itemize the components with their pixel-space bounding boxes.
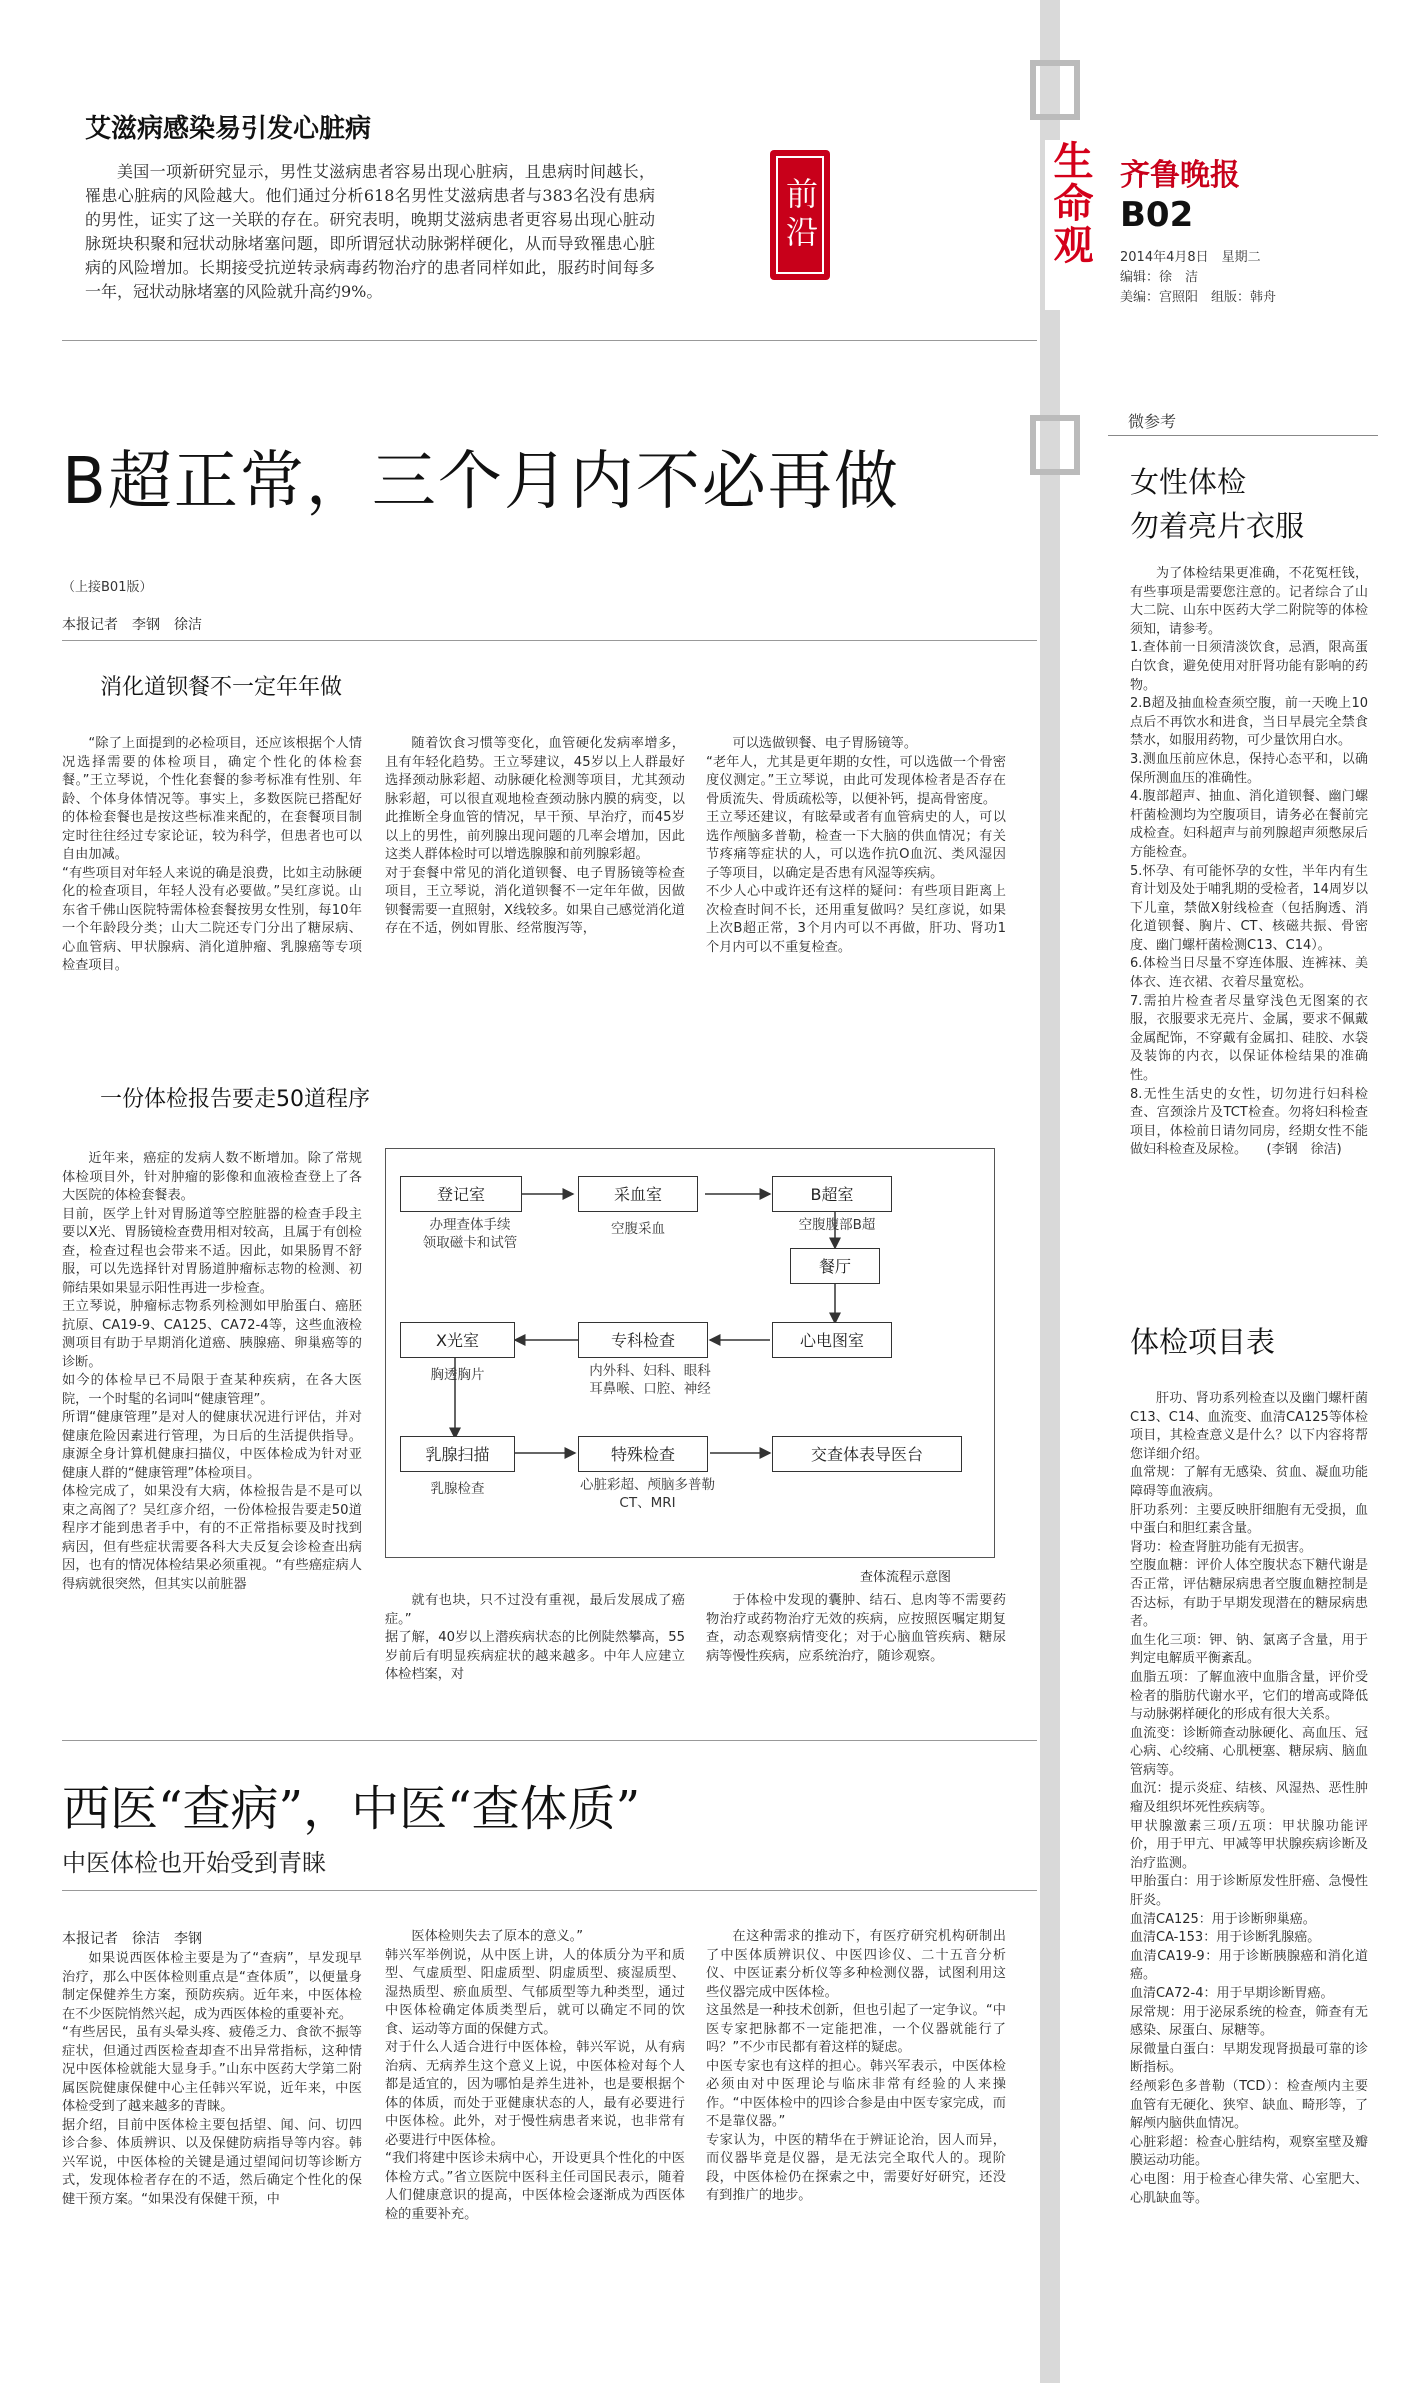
flow-note-special: 内外科、妇科、眼科 耳鼻喉、口腔、神经 (589, 1363, 711, 1397)
subhead-barium: 消化道钡餐不一定年年做 (100, 675, 343, 700)
flow-box-bscan: B超室 (772, 1176, 892, 1212)
flow-box-ecg: 心电图室 (772, 1322, 892, 1358)
issue-date: 2014年4月8日 星期二 (1120, 250, 1261, 265)
article-col5 (385, 1592, 685, 1685)
flow-box-xray: X光室 (400, 1322, 515, 1358)
flowchart-caption: 查体流程示意图 (860, 1570, 952, 1585)
subhead-report: 一份体检报告要走50道程序 (100, 1087, 370, 1112)
flow-note-breast: 乳腺检查 (430, 1481, 485, 1497)
decorative-key-pattern (1030, 415, 1080, 475)
tcm-col1 (62, 1950, 362, 2209)
sidebar-title2: 勿着亮片衣服 (1130, 509, 1305, 543)
page-edge-band (1040, 0, 1060, 2383)
flow-note-special2: 心脏彩超、颅脑多普勒 CT、MRI (580, 1477, 715, 1511)
flow-note-xray: 胸透胸片 (430, 1367, 485, 1383)
article-col3 (706, 735, 1006, 957)
paragraphs: 为了体检结果更准确，不花冤枉钱，有些事项是需要您注意的。记者综合了山大二院、山东中医药大学二附院等的体检须知，请参考。 1.查体前一日须清淡饮食，忌酒，限高蛋白饮食，避免使用对肝肾功能有影响的药物。 2.B超及抽血检查须空腹，前一天晚上10点后不再饮水和进食，当日早晨完全禁食禁水，如服用药物，可少量饮用白水。 3.测血压前应休息，保持心态平和，以确保所测血压的准确性。 4.腹部超声、抽血、消化道钡餐、幽门螺杆菌检测均为空腹项目，请务必在餐前完成检查。妇科超声与前列腺超声须憋尿后方能检查。 5.怀孕、有可能怀孕的女性，半年内有生育计划及处于哺乳期的受检者，14周岁以下儿童，禁做X射线检查（包括胸透、消化道钡餐、胸片、CT、核磁共振、骨密度、幽门螺杆菌检测C13、C14）。 6.体检当日尽量不穿连体服、连裤袜、美体衣、连衣裙、衣着尽量宽松。 7.需拍片检查者尽量穿浅色无图案的衣服，衣服要求无亮片、金属，要求不佩戴金属配饰，不穿戴有金属扣、硅胶、水袋及装饰的内衣，以保证体检结果的准确性。 8.无性生活史的女性，切勿进行妇科检查、宫颈涂片及TCT检查。勿将妇科检查项目，体检前日请勿同房，经期女性不能做妇科检查及尿检。 (李钢 徐洁) (1130, 566, 1368, 1158)
tcm-headline: 西医“查病”，中医“查体质” (62, 1781, 641, 1837)
tcm-col3 (706, 1928, 1006, 2206)
continued-note: （上接B01版） (62, 580, 153, 595)
frontier-tag-label: 前沿 (781, 177, 819, 253)
main-byline: 本报记者 李钢 徐洁 (62, 617, 202, 633)
flow-box-register: 登记室 (400, 1176, 522, 1212)
paragraphs: 近年来，癌症的发病人数不断增加。除了常规体检项目外，针对肿瘤的影像和血液检查登上了各大医院的体检套餐表。 目前，医学上针对胃肠道等空腔脏器的检查手段主要以X光、胃肠镜检查费用相对较高，且属于有创检查，检查过程也会带来不适。因此，如果肠胃不舒服，可以先选择针对胃肠道肿瘤标志物的检测、初筛结果如果显示阳性再进一步检查。 王立琴说，肿瘤标志物系列检测如甲胎蛋白、癌胚抗原、CA19-9、CA125、CA72-4等，这些血液检测项目有助于早期消化道癌、胰腺癌、卵巢癌等的诊断。 如今的体检早已不局限于查某种疾病，在各大医院，一个时髦的名词叫“健康管理”。 所谓“健康管理”是对人的健康状况进行评估，并对健康危险因素进行管理，为日后的生活提供指导。康源全身计算机健康扫描仪，中医体检成为针对亚健康人群的“健康管理”体检项目。 体检完成了，如果没有大病，体检报告是不是可以束之高阁了？吴红彦介绍，一份体检报告要走50道程序才能到患者手中，有的不正常指标要及时找到病因，但有些症状需要各科大夫反复会诊检查出病因，也有的情况体检结果必须重视。“有些癌症病人得病就很突然，但其实以前脏器 (62, 1151, 362, 1592)
flow-note-blood: 空腹采血 (611, 1221, 665, 1237)
tcm-subheadline: 中医体检也开始受到青睐 (62, 1849, 326, 1877)
editor-credit: 编辑：徐 洁 (1120, 270, 1199, 285)
paragraphs: 医体检则失去了原本的意义。” 韩兴军举例说，从中医上讲，人的体质分为平和质型、气虚质型、阳虚质型、阴虚质型、痰湿质型、湿热质型、瘀血质型、气郁质型等九种类型，通过中医体检确定体质类型后，就可以确定不同的饮食、运动等方面的保健方式。 对于什么人适合进行中医体检，韩兴军说，从有病治病、无病养生这个意义上说，中医体检对每个人都是适宜的，因为哪怕是养生进补，也是要根据个体的体质，而处于亚健康状态的人，最有必要进行中医体检。此外，对于慢性病患者来说，也非常有必要进行中医体检。 “我们将建中医诊未病中心，开设更具个性化的中医体检方式。”省立医院中医科主任司国民表示，随着人们健康意识的提高，中医体检会逐渐成为西医体检的重要补充。 (385, 1929, 685, 2222)
tcm-col2 (385, 1928, 685, 2224)
sidebar-notes (1130, 565, 1368, 1160)
decorative-key-pattern (1030, 60, 1080, 120)
sidebar-items (1130, 1390, 1368, 2208)
article-col6 (706, 1592, 1006, 1666)
tcm-byline: 本报记者 徐洁 李钢 (62, 1931, 202, 1947)
flow-note-register: 办理查体手续 领取磁卡和试管 (422, 1217, 518, 1251)
flow-box-blood: 采血室 (578, 1176, 698, 1212)
paragraphs: “除了上面提到的必检项目，还应该根据个人情况选择需要的体检项目，确定个性化的体检套餐。”王立琴说，个性化套餐的参考标准有性别、年龄、个体身体情况等。事实上，多数医院已搭配好的体检套餐也是按这些标准来配的，在套餐项目制定时往往经过专家论证，较为科学，但患者也可以自由加减。 “有些项目对年轻人来说的确是浪费，比如主动脉硬化的检查项目，年轻人没有必要做。”吴红彦说。山东省千佛山医院特需体检套餐按男女性别，每10年一个年龄段分类；山大二院还专门分出了糖尿病、心血管病、甲状腺病、消化道肿瘤、乳腺癌等专项检查项目。 (62, 736, 362, 973)
sidebar-tag-bar (1108, 405, 1378, 436)
paragraphs: 在这种需求的推动下，有医疗研究机构研制出了中医体质辨识仪、中医四诊仪、二十五音分析仪、中医证素分析仪等多种检测仪器，试图利用这些仪器完成中医体检。 这虽然是一种技术创新，但也引起了一定争议。“中医专家把脉都不一定能把准，一个仪器就能行了吗？”不少市民都有着这样的疑虑。 中医专家也有这样的担心。韩兴军表示，中医体检必须由对中医理论与临床非常有经验的人来操作。“中医体检中的四诊合参是由中医专家完成，而不是靠仪器。” 专家认为，中医的精华在于辨证论治，因人而异，而仪器毕竟是仪器，是无法完全取代人的。现阶段，中医体检仍在探索之中，需要好好研究，还没有到推广的地步。 (706, 1929, 1006, 2203)
sidebar-title1: 女性体检 (1130, 465, 1247, 499)
design-credit: 美编：宫照阳 组版：韩舟 (1120, 290, 1277, 305)
main-headline: B超正常，三个月内不必再做 (62, 445, 900, 519)
paragraphs: 随着饮食习惯等变化，血管硬化发病率增多，且有年轻化趋势。王立琴建议，45岁以上人群最好选择颈动脉彩超、动脉硬化检测等项目，尤其颈动脉彩超，可以很直观地检查颈动脉内膜的病变，以此推断全身血管的情况，早干预、早治疗，而45岁以上的男性，前列腺出现问题的几率会增加，因此这类人群体检时可以增选腺腺和前列腺彩超。 对于套餐中常见的消化道钡餐、电子胃肠镜等检查项目，王立琴说，消化道钡餐不一定年年做，因做钡餐需要一直照射，X线较多。如果自己感觉消化道存在不适，例如胃胀、经常腹泻等， (385, 736, 685, 936)
flow-box-canteen: 餐厅 (790, 1248, 880, 1284)
sidebar-title3: 体检项目表 (1130, 1325, 1276, 1359)
tcm-divider (62, 1890, 1037, 1891)
flow-box-special: 专科检查 (578, 1322, 708, 1358)
brief-text: 美国一项新研究显示，男性艾滋病患者容易出现心脏病，且患病时间越长，罹患心脏病的风险越大。他们通过分析618名男性艾滋病患者与383名没有患病的男性，证实了这一关联的存在。研究表明，晚期艾滋病患者更容易出现心脏动脉斑块积聚和冠状动脉堵塞问题，即所谓冠状动脉粥样硬化，从而导致罹患心脏病的风险增加。长期接受抗逆转录病毒药物治疗的患者同样如此，服药时间每多一年，冠状动脉堵塞的风险就升高约9%。 (85, 162, 655, 301)
paragraphs: 肝功、肾功系列检查以及幽门螺杆菌C13、C14、血流变、血清CA125等体检项目，其检查意义是什么？以下内容将帮您详细介绍。 血常规：了解有无感染、贫血、凝血功能障碍等血液病。 肝功系列：主要反映肝细胞有无受损，血中蛋白和胆红素含量。 肾功：检查肾脏功能有无损害。 空腹血糖：评价人体空腹状态下糖代谢是否正常，评估糖尿病患者空腹血糖控制是否达标，有助于早期发现潜在的糖尿病患者。 血生化三项：钾、钠、氯离子含量，用于判定电解质平衡紊乱。 血脂五项：了解血液中血脂含量，评价受检者的脂肪代谢水平，它们的增高或降低与动脉粥样硬化的形成有很大关系。 血流变：诊断筛查动脉硬化、高血压、冠心病、心绞痛、心肌梗塞、糖尿病、脑血管病等。 血沉：提示炎症、结核、风湿热、恶性肿瘤及组织坏死性疾病等。 甲状腺激素三项/五项：甲状腺功能评价，用于甲亢、甲减等甲状腺疾病诊断及治疗监测。 甲胎蛋白：用于诊断原发性肝癌、急慢性肝炎。 血清CA125：用于诊断卵巢癌。 血清CA-153：用于诊断乳腺癌。 血清CA19-9：用于诊断胰腺癌和消化道癌。 血清CA72-4：用于早期诊断胃癌。 尿常规：用于泌尿系统的检查，筛查有无感染、尿蛋白、尿糖等。 尿微量白蛋白：早期发现肾损最可靠的诊断指标。 经颅彩色多普勒（TCD）：检查颅内主要血管有无硬化、狭窄、缺血、畸形等，了解颅内脑供血情况。 心脏彩超：检查心脏结构，观察室壁及瓣膜运动功能。 心电图：用于检查心律失常、心室肥大、心肌缺血等。 (1130, 1391, 1368, 2206)
section-divider (62, 1740, 1037, 1741)
section-divider (62, 340, 1037, 341)
frontier-tag (770, 150, 830, 280)
flow-box-special2: 特殊检查 (578, 1436, 708, 1472)
paragraphs: 如果说西医体检主要是为了“查病”，早发现早治疗，那么中医体检则重点是“查体质”，以便量身制定保健养生方案，预防疾病。近年来，中医体检在不少医院悄然兴起，成为西医体检的重要补充。 “有些居民，虽有头晕头疼、疲倦乏力、食欲不振等症状，但通过西医检查却查不出异常指标，这种情况中医体检就能大显身手。”山东中医药大学第二附属医院健康保健中心主任韩兴军说，近年来，中医体检受到了越来越多的青睐。 据介绍，目前中医体检主要包括望、闻、问、切四诊合参、体质辨识、以及保健防病指导等内容。韩兴军说，中医体检的关键是通过望闻问切等诊断方式，发现体检者存在的不适，然后确定个性化的保健干预方案。“如果没有保健干预，中 (62, 1951, 362, 2207)
article-col1 (62, 735, 362, 976)
section-title: 生命观 (1047, 140, 1093, 266)
flow-box-breast: 乳腺扫描 (400, 1436, 515, 1472)
byline-divider (62, 640, 1037, 641)
section-banner (1045, 140, 1095, 310)
flow-note-bscan: 空腹腹部B超 (798, 1217, 876, 1233)
brief-title: 艾滋病感染易引发心脏病 (85, 114, 372, 144)
paragraphs: 可以选做钡餐、电子胃肠镜等。 “老年人，尤其是更年期的女性，可以选做一个骨密度仪测定。”王立琴说，由此可发现体检者是否存在骨质流失、骨质疏松等，以便补钙，提高骨密度。 王立琴还建议，有眩晕或者有血管病史的人，可以选作颅脑多普勒，检查一下大脑的供血情况；有关节疼痛等症状的人，可以选作抗O血沉、类风湿因子等项目，以确定是否患有风湿等疾病。 不少人心中或许还有这样的疑问：有些项目距离上次检查时间不长，还用重复做吗？吴红彦说，如果上次B超正常，3个月内可以不再做，肝功、肾功1个月内可以不重复检查。 (706, 736, 1006, 955)
flow-box-report: 交查体表导医台 (772, 1436, 962, 1472)
sidebar-tag: 微参考 (1128, 412, 1177, 431)
article-col4 (62, 1150, 362, 1594)
page-number: B02 (1120, 195, 1194, 235)
article-col2 (385, 735, 685, 939)
newspaper-logo: 齐鲁晚报 (1120, 158, 1240, 193)
paragraphs: 于体检中发现的囊肿、结石、息肉等不需要药物治疗或药物治疗无效的疾病，应按照医嘱定期复查，动态观察病情变化；对于心脑血管疾病、糖尿病等慢性疾病，应系统治疗，随诊观察。 (706, 1593, 1006, 1664)
paragraphs: 就有也块，只不过没有重视，最后发展成了癌症。” 据了解，40岁以上潜疾病状态的比例陡然攀高，55岁前后有明显疾病症状的越来越多。中年人应建立体检档案，对 (385, 1593, 685, 1682)
